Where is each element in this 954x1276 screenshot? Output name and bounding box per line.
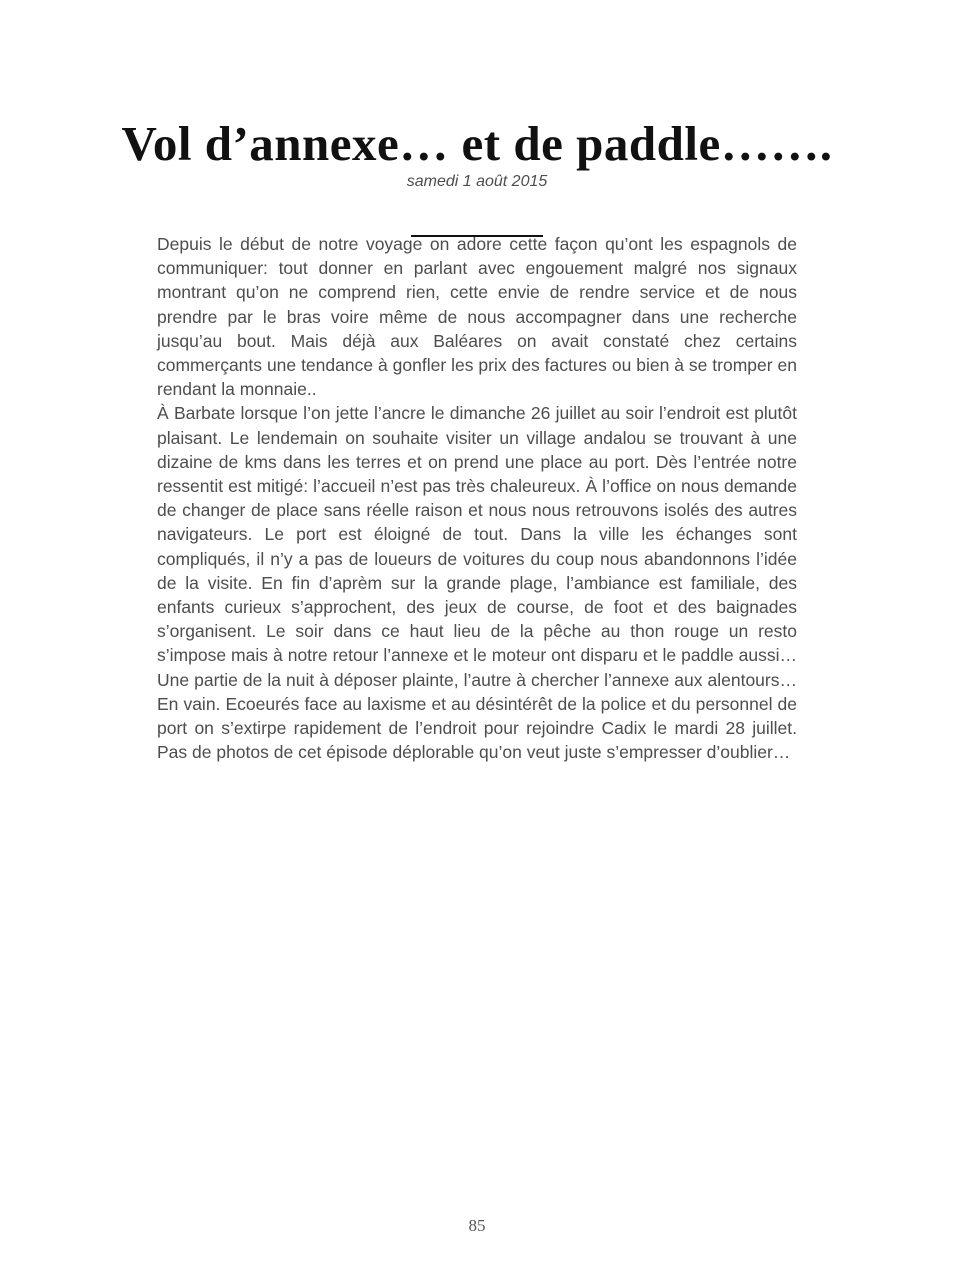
article-header <box>0 0 954 237</box>
paragraph: Depuis le début de notre voyage on adore cette façon qu’ont les espagnols de communiquer: tout donner en parlant avec engouement malgré nos signaux montrant qu’on ne comprend rien, cette envie de rendre service et de nous prendre par le bras voire même de nous accompagner dans une recherche jusqu’au bout. Mais déjà aux Baléares on avait constaté chez certains commerçants une tendance à gonfler les prix des factures ou bien à se tromper en rendant la monnaie.. <box>157 234 797 400</box>
page-title: Vol d’annexe… et de paddle……. <box>121 116 833 171</box>
page-number: 85 <box>468 1216 486 1235</box>
article-date: samedi 1 août 2015 <box>406 173 548 191</box>
article-body <box>157 232 797 764</box>
paragraph: À Barbate lorsque l’on jette l’ancre le dimanche 26 juillet au soir l’endroit est plutôt plaisant. Le lendemain on souhaite visiter un village andalou se trouvant à une dizaine de kms dans les terres et on prend une place au port. Dès l’entrée notre ressentit est mitigé: l’accueil n’est pas très chaleureux. À l’office on nous demande de changer de place sans réelle raison et nous nous retrouvons isolés des autres navigateurs. Le port est éloigné de tout. Dans la ville les échanges sont compliqués, il n’y a pas de loueurs de voitures du coup nous abandonnons l’idée de la visite. En fin d’aprèm sur la grande plage, l’ambiance est familiale, des enfants curieux s’approchent, des jeux de course, de foot et des baignades s’organisent. Le soir dans ce haut lieu de la pêche au thon rouge un resto s’impose mais à notre retour l’annexe et le moteur ont disparu et le paddle aussi… Une partie de la nuit à déposer plainte, l’autre à chercher l’annexe aux alentours… En vain. Ecoeurés face au laxisme et au désintérêt de la police et du personnel de port on s’extirpe rapidement de l’endroit pour rejoindre Cadix le mardi 28 juillet. Pas de photos de cet épisode déplorable qu’on veut juste s’empresser d’oublier… <box>157 403 797 763</box>
